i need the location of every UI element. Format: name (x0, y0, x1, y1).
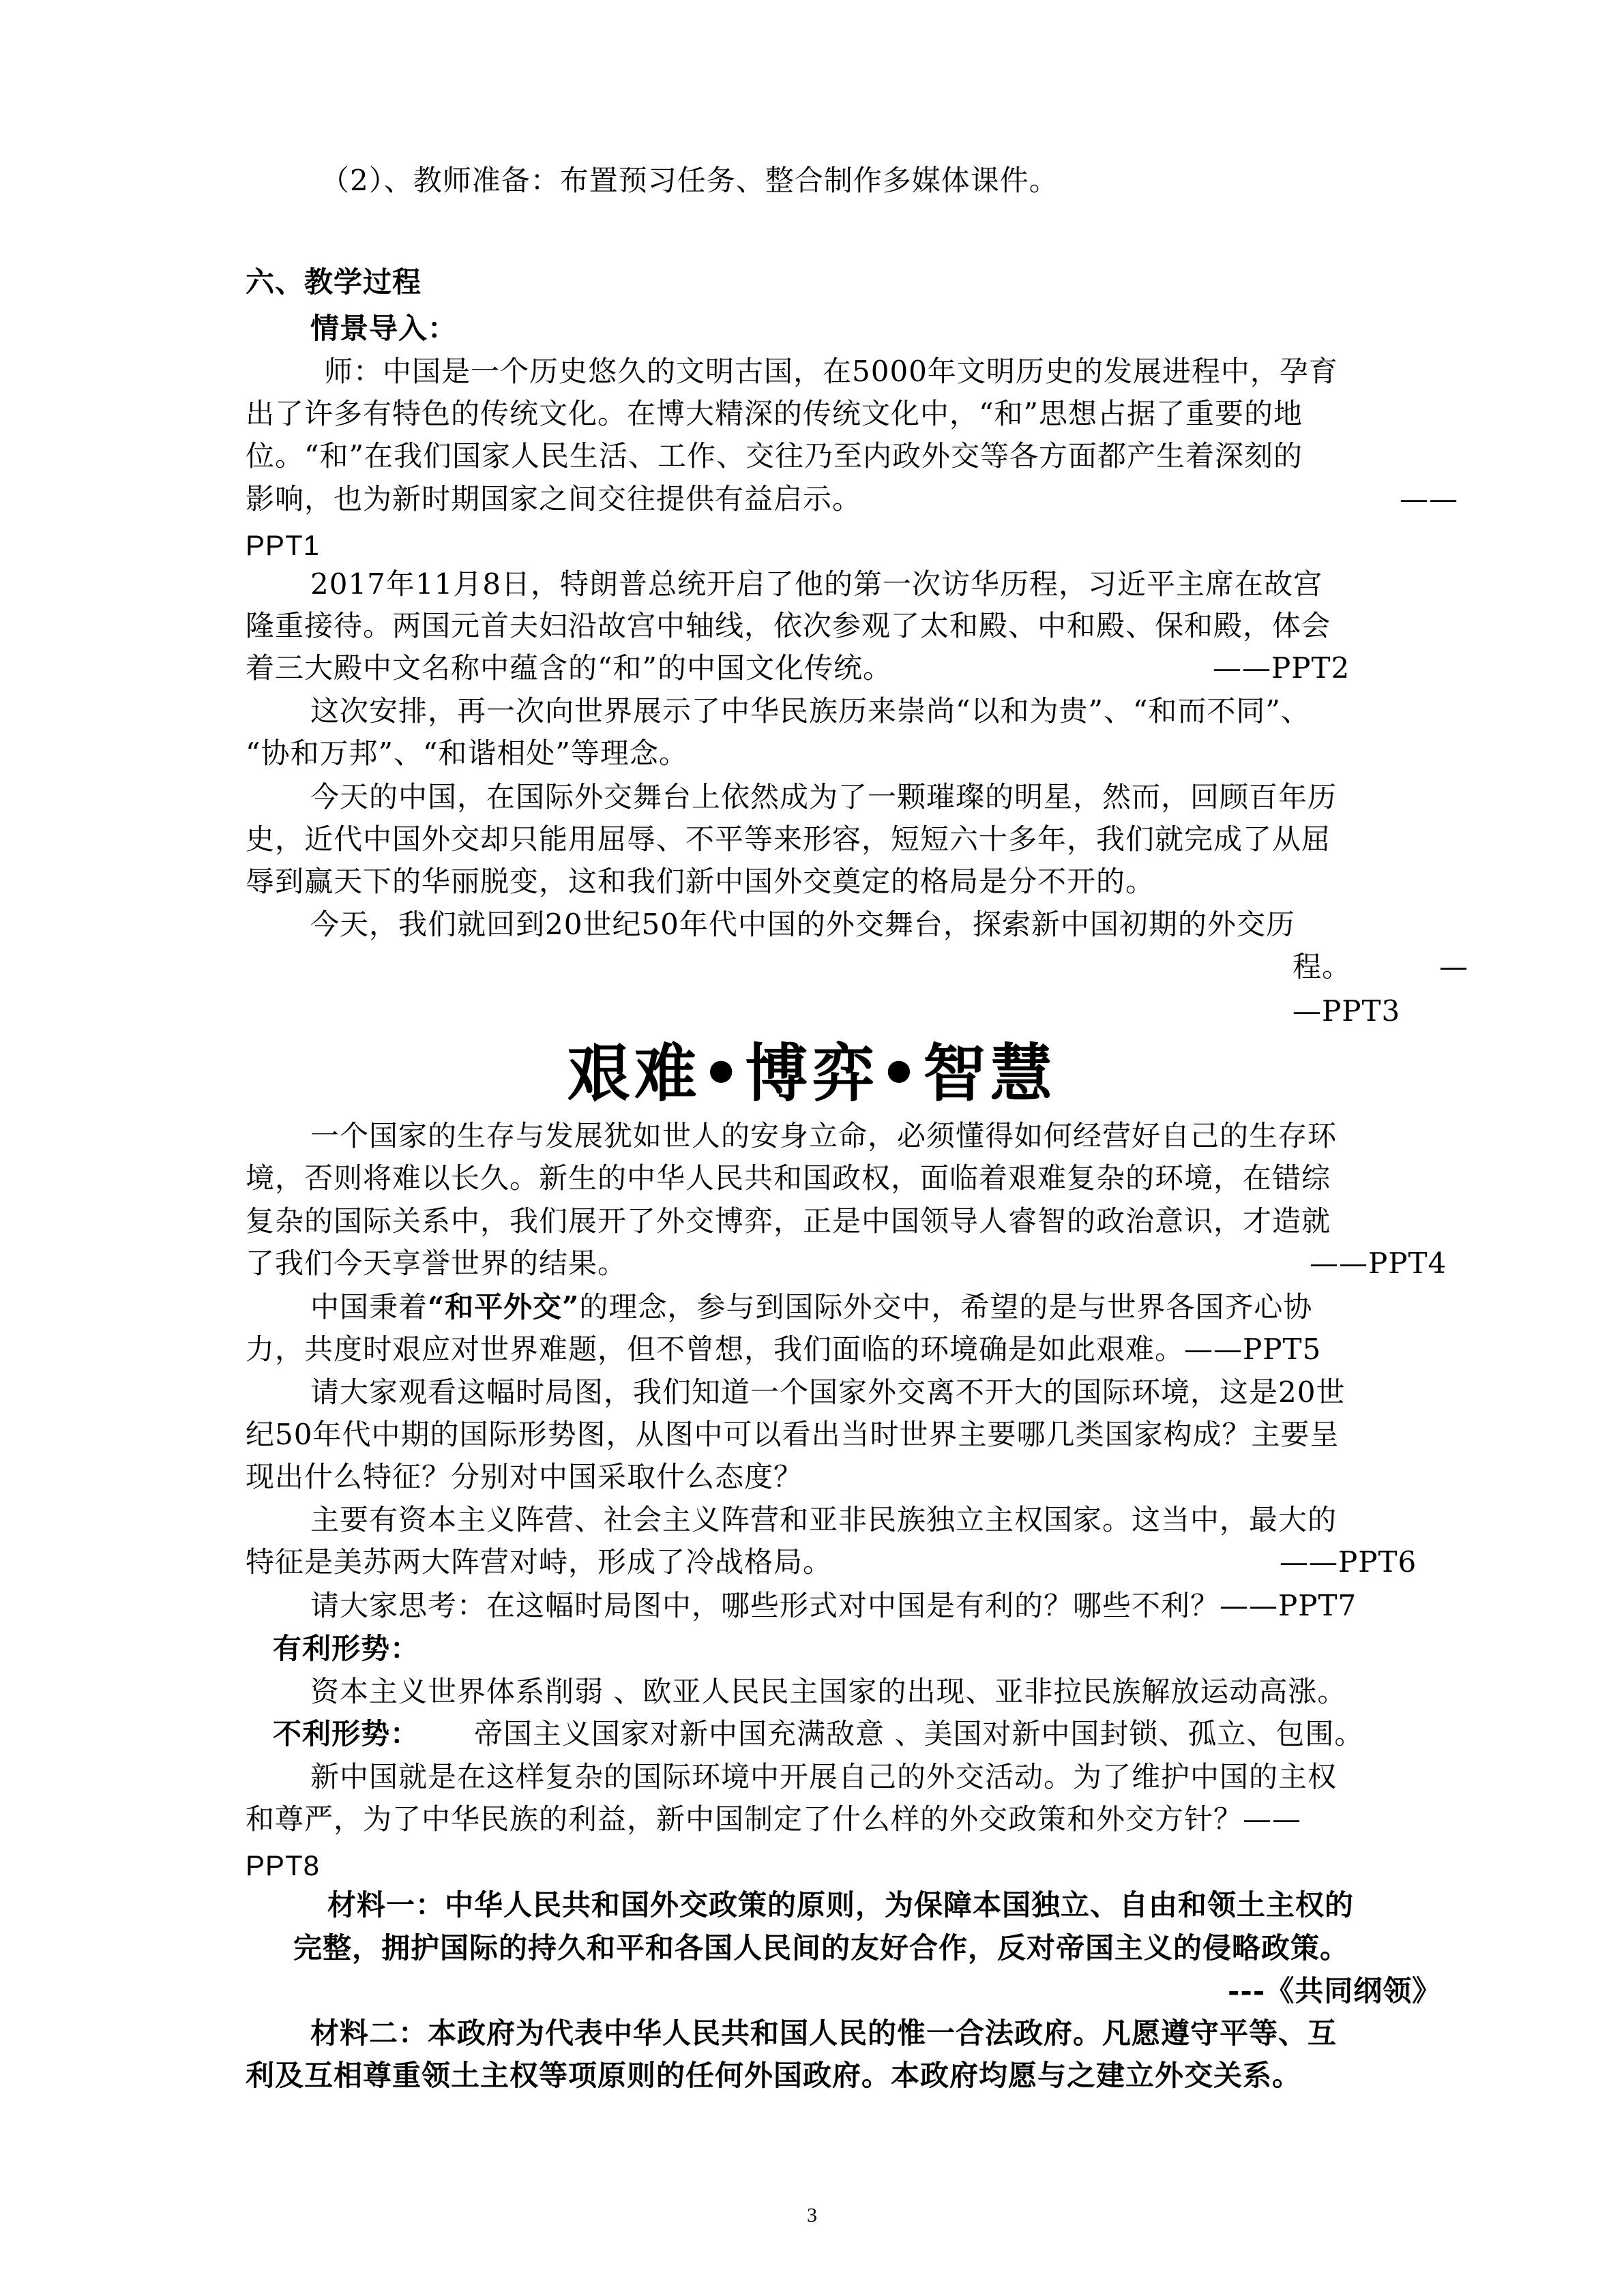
paragraph-line: 力，共度时艰应对世界难题，但不曾想，我们面临的环境确是如此艰难。——PPT5 (246, 1332, 1322, 1366)
paragraph-line: 隆重接待。两国元首夫妇沿故宫中轴线，依次参观了太和殿、中和殿、保和殿，体会 (246, 609, 1331, 642)
paragraph-line: “协和万邦”、“和谐相处”等理念。 (246, 736, 688, 770)
section-title: 六、教学过程 (246, 265, 422, 299)
paragraph-line: 请大家思考：在这幅时局图中，哪些形式对中国是有利的？哪些不利？——PPT7 (310, 1589, 1357, 1622)
paragraph-line: 新中国就是在这样复杂的国际环境中开展自己的外交活动。为了维护中国的主权 (310, 1760, 1338, 1793)
paragraph-line: 影响，也为新时期国家之间交往提供有益启示。 (246, 482, 862, 516)
material-one-line: 材料一：中华人民共和国外交政策的原则，为保障本国独立、自由和领土主权的 (327, 1888, 1355, 1922)
material-two-line: 材料二：本政府为代表中华人民共和国人民的惟一合法政府。凡愿遵守平等、互 (310, 2016, 1338, 2050)
material-two-line: 利及互相尊重领土主权等项原则的任何外国政府。本政府均愿与之建立外交关系。 (246, 2059, 1302, 2092)
favorable-text: 资本主义世界体系削弱 、欧亚人民民主国家的出现、亚非拉民族解放运动高涨。 (310, 1675, 1347, 1708)
paragraph-line: 特征是美苏两大阵营对峙，形成了冷战格局。 (246, 1545, 833, 1579)
material-one-line: 完整，拥护国际的持久和平和各国人民间的友好合作，反对帝国主义的侵略政策。 (293, 1931, 1350, 1965)
page-number: 3 (807, 2204, 817, 2226)
ppt-reference: —— (1400, 482, 1458, 516)
ppt-reference: ——PPT6 (1280, 1545, 1417, 1579)
paragraph-line: 了我们今天享誉世界的结果。 (246, 1247, 628, 1280)
paragraph-line: 纪50年代中期的国际形势图，从图中可以看出当时世界主要哪几类国家构成？主要呈 (246, 1418, 1340, 1451)
paragraph-line: 程。 (1293, 950, 1352, 983)
text-run: 的理念，参与到国际外交中，希望的是与世界各国齐心协 (579, 1290, 1313, 1324)
paragraph-line: 复杂的国际关系中，我们展开了外交博弈，正是中国领导人睿智的政治意识，才造就 (246, 1204, 1331, 1238)
ppt-reference: — (1439, 950, 1468, 983)
emphasis-text: “和平外交” (428, 1290, 580, 1324)
unfavorable-text: 帝国主义国家对新中国充满敌意 、美国对新中国封锁、孤立、包围。 (474, 1717, 1364, 1750)
ppt-reference: ——PPT4 (1310, 1247, 1447, 1280)
favorable-label: 有利形势： (273, 1632, 420, 1665)
paragraph-line (310, 1290, 1313, 1324)
main-heading: 艰难•博弈•智慧 (567, 1037, 1057, 1110)
paragraph-line: 史，近代中国外交却只能用屈辱、不平等来形容，短短六十多年，我们就完成了从屈 (246, 822, 1331, 856)
material-one-source: ---《共同纲领》 (1228, 1974, 1442, 2008)
paragraph-line: 和尊严，为了中华民族的利益，新中国制定了什么样的外交政策和外交方针？—— (246, 1802, 1302, 1836)
paragraph-line: 现出什么特征？分别对中国采取什么态度？ (246, 1460, 803, 1493)
paragraph-line: 今天，我们就回到20世纪50年代中国的外交舞台，探索新中国初期的外交历 (310, 908, 1295, 941)
text-run: 中国秉着 (310, 1290, 428, 1324)
ppt-reference: —PPT3 (1293, 994, 1401, 1028)
unfavorable-label: 不利形势： (273, 1717, 420, 1750)
paragraph-line: 2017年11月8日，特朗普总统开启了他的第一次访华历程，习近平主席在故宫 (310, 567, 1323, 601)
paragraph-line: 着三大殿中文名称中蕴含的“和”的中国文化传统。 (246, 651, 892, 685)
paragraph-line: 辱到赢天下的华丽脱变，这和我们新中国外交奠定的格局是分不开的。 (246, 865, 1155, 898)
ppt-reference: ——PPT2 (1213, 651, 1350, 685)
subsection-title: 情景导入： (310, 312, 458, 345)
paragraph-line: 师：中国是一个历史悠久的文明古国，在5000年文明历史的发展进程中，孕育 (324, 355, 1338, 388)
paragraph-line: 出了许多有特色的传统文化。在博大精深的传统文化中，“和”思想占据了重要的地 (246, 397, 1303, 430)
ppt-reference: PPT1 (246, 529, 321, 561)
paragraph-line: 这次安排，再一次向世界展示了中华民族历来崇尚“以和为贵”、“和而不同”、 (310, 694, 1310, 728)
paragraph-line: 请大家观看这幅时局图，我们知道一个国家外交离不开大的国际环境，这是20世 (310, 1375, 1346, 1409)
paragraph-line: 主要有资本主义阵营、社会主义阵营和亚非民族独立主权国家。这当中，最大的 (310, 1503, 1338, 1536)
paragraph-line: 今天的中国，在国际外交舞台上依然成为了一颗璀璨的明星，然而，回顾百年历 (310, 780, 1338, 814)
ppt-reference: PPT8 (246, 1849, 321, 1881)
teacher-prep-line: （2）、教师准备：布置预习任务、整合制作多媒体课件。 (321, 164, 1059, 197)
paragraph-line: 一个国家的生存与发展犹如世人的安身立命，必须懂得如何经营好自己的生存环 (310, 1119, 1338, 1152)
paragraph-line: 位。“和”在我们国家人民生活、工作、交往乃至内政外交等各方面都产生着深刻的 (246, 439, 1303, 473)
paragraph-line: 境，否则将难以长久。新生的中华人民共和国政权，面临着艰难复杂的环境，在错综 (246, 1161, 1331, 1195)
